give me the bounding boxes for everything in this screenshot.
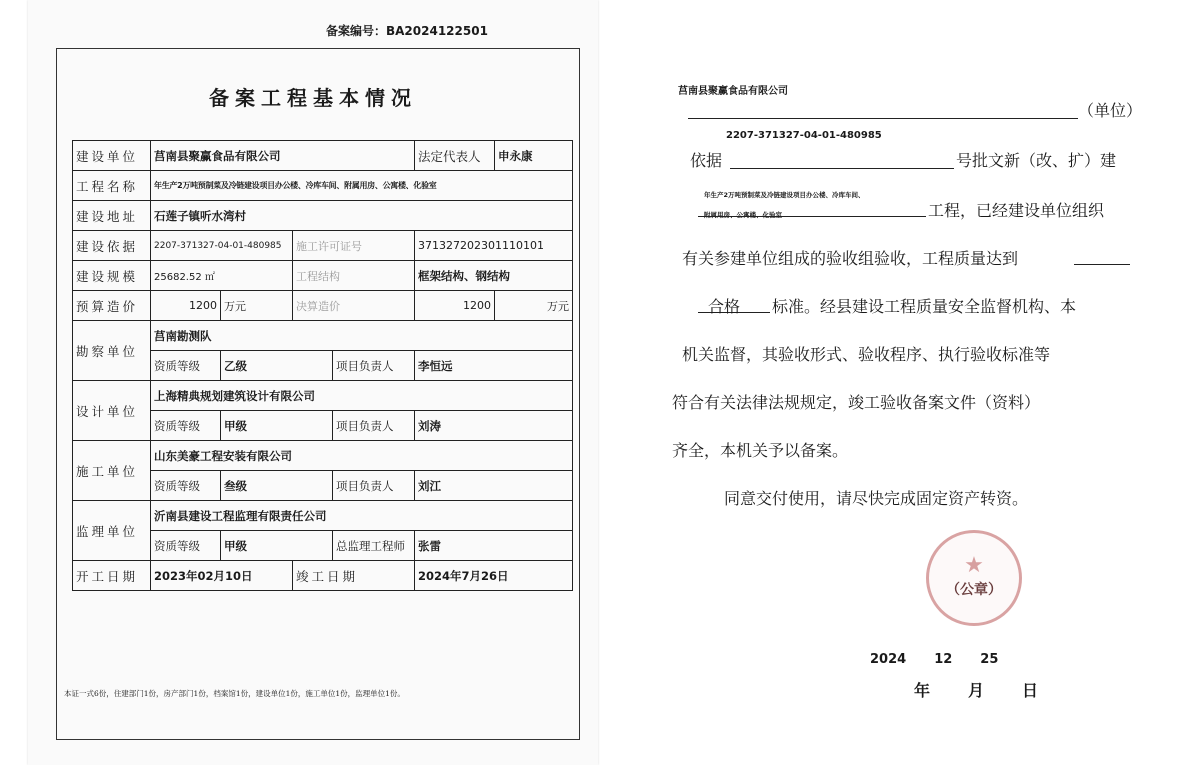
seal-label: （公章） xyxy=(946,582,1002,598)
unit-suffix: （单位） xyxy=(1078,101,1143,120)
row-design-name xyxy=(73,381,573,411)
survey-manager: 李恒远 xyxy=(415,351,573,381)
row-cost xyxy=(73,291,573,321)
final-value: 1200 xyxy=(415,291,495,321)
date-year: 2024 xyxy=(870,652,907,667)
row-scale xyxy=(73,261,573,291)
start-label: 开工日期 xyxy=(73,561,151,591)
row-supervise-name xyxy=(73,501,573,531)
date-day: 25 xyxy=(980,652,999,667)
construct-manager-label: 项目负责人 xyxy=(333,471,415,501)
row-dates xyxy=(73,561,573,591)
official-seal xyxy=(926,530,1022,626)
address-label: 建设地址 xyxy=(73,201,151,231)
basis-prefix: 依据 xyxy=(690,151,723,170)
design-qual-label: 资质等级 xyxy=(151,411,221,441)
project-name-line1: 年生产2万吨预制菜及冷链建设项目办公楼、冷库车间、 xyxy=(704,191,865,199)
supervise-qual: 甲级 xyxy=(221,531,333,561)
structure-value: 框架结构、钢结构 xyxy=(415,261,573,291)
finish-value: 2024年7月26日 xyxy=(415,561,573,591)
filing-form-page xyxy=(28,0,598,765)
line5-text: 标准。经县建设工程质量安全监督机构、本 xyxy=(772,297,1077,316)
final-unit: 万元 xyxy=(495,291,573,321)
day-char: 日 xyxy=(1022,681,1039,700)
basis-value: 2207-371327-04-01-480985 xyxy=(151,231,293,261)
project-value: 年生产2万吨预制菜及冷链建设项目办公楼、冷库车间、附属用房、公寓楼、化验室 xyxy=(151,171,573,201)
permit-label: 施工许可证号 xyxy=(293,231,415,261)
line8-text: 齐全，本机关予以备案。 xyxy=(672,441,849,460)
date-month: 12 xyxy=(934,652,953,667)
row-basis xyxy=(73,231,573,261)
date-characters xyxy=(914,678,1076,701)
company-name: 莒南县聚赢食品有限公司 xyxy=(678,86,788,97)
construct-name: 山东美豪工程安装有限公司 xyxy=(151,441,573,471)
year-char: 年 xyxy=(914,681,931,700)
construct-label: 施工单位 xyxy=(73,441,151,501)
line9-text: 同意交付使用，请尽快完成固定资产转资。 xyxy=(724,489,1029,508)
legal-rep-label: 法定代表人 xyxy=(415,141,495,171)
row-address xyxy=(73,201,573,231)
line3-suffix: 工程，已经建设单位组织 xyxy=(928,201,1105,220)
project-info-table xyxy=(72,140,573,591)
design-qual: 甲级 xyxy=(221,411,333,441)
survey-name: 莒南勘测队 xyxy=(151,321,573,351)
project-label: 工程名称 xyxy=(73,171,151,201)
approval-number: 2207-371327-04-01-480985 xyxy=(726,130,882,141)
approval-notice-page xyxy=(658,40,1164,740)
quality-grade: 合格 xyxy=(708,297,741,316)
builder-value: 莒南县聚赢食品有限公司 xyxy=(151,141,415,171)
builder-label: 建设单位 xyxy=(73,141,151,171)
construct-manager: 刘江 xyxy=(415,471,573,501)
line6-text: 机关监督，其验收形式、验收程序、执行验收标准等 xyxy=(682,345,1051,364)
structure-label: 工程结构 xyxy=(293,261,415,291)
supervise-qual-label: 资质等级 xyxy=(151,531,221,561)
budget-value: 1200 xyxy=(151,291,221,321)
construct-qual-label: 资质等级 xyxy=(151,471,221,501)
quality-underline-end xyxy=(1074,264,1130,265)
survey-label: 勘察单位 xyxy=(73,321,151,381)
form-title: 备案工程基本情况 xyxy=(209,86,417,110)
approval-underline xyxy=(730,168,954,169)
row-construct-name xyxy=(73,441,573,471)
design-label: 设计单位 xyxy=(73,381,151,441)
supervise-chief: 张雷 xyxy=(415,531,573,561)
permit-value: 371327202301110101 xyxy=(415,231,573,261)
final-label: 决算造价 xyxy=(293,291,415,321)
filing-number: 备案编号：BA2024122501 xyxy=(326,24,488,38)
date-numbers xyxy=(870,652,1026,667)
supervise-chief-label: 总监理工程师 xyxy=(333,531,415,561)
scale-label: 建设规模 xyxy=(73,261,151,291)
construct-qual: 叁级 xyxy=(221,471,333,501)
copies-footnote: 本证一式6份，住建部门1份，房产部门1份，档案馆1份，建设单位1份，施工单位1份，监理单位1份。 xyxy=(64,689,405,698)
row-project xyxy=(73,171,573,201)
finish-label: 竣工日期 xyxy=(293,561,415,591)
survey-manager-label: 项目负责人 xyxy=(333,351,415,381)
start-value: 2023年02月10日 xyxy=(151,561,293,591)
project-name-line2: 附属用房、公寓楼、化验室 xyxy=(704,211,782,219)
line4-text: 有关参建单位组成的验收组验收，工程质量达到 xyxy=(682,249,1019,268)
row-builder xyxy=(73,141,573,171)
line7-text: 符合有关法律法规规定，竣工验收备案文件（资料） xyxy=(672,393,1041,412)
budget-unit: 万元 xyxy=(221,291,293,321)
design-manager-label: 项目负责人 xyxy=(333,411,415,441)
survey-qual-label: 资质等级 xyxy=(151,351,221,381)
basis-suffix: 号批文新（改、扩）建 xyxy=(956,151,1117,170)
supervise-label: 监理单位 xyxy=(73,501,151,561)
seal-star-icon: ★ xyxy=(964,553,984,578)
supervise-name: 沂南县建设工程监理有限责任公司 xyxy=(151,501,573,531)
design-manager: 刘涛 xyxy=(415,411,573,441)
budget-label: 预算造价 xyxy=(73,291,151,321)
month-char: 月 xyxy=(968,681,985,700)
basis-label: 建设依据 xyxy=(73,231,151,261)
project-underline xyxy=(698,216,926,217)
row-survey-name xyxy=(73,321,573,351)
design-name: 上海精典规划建筑设计有限公司 xyxy=(151,381,573,411)
address-value: 石莲子镇听水湾村 xyxy=(151,201,573,231)
company-underline xyxy=(688,118,1078,119)
scale-value: 25682.52 ㎡ xyxy=(151,261,293,291)
legal-rep-value: 申永康 xyxy=(495,141,573,171)
survey-qual: 乙级 xyxy=(221,351,333,381)
